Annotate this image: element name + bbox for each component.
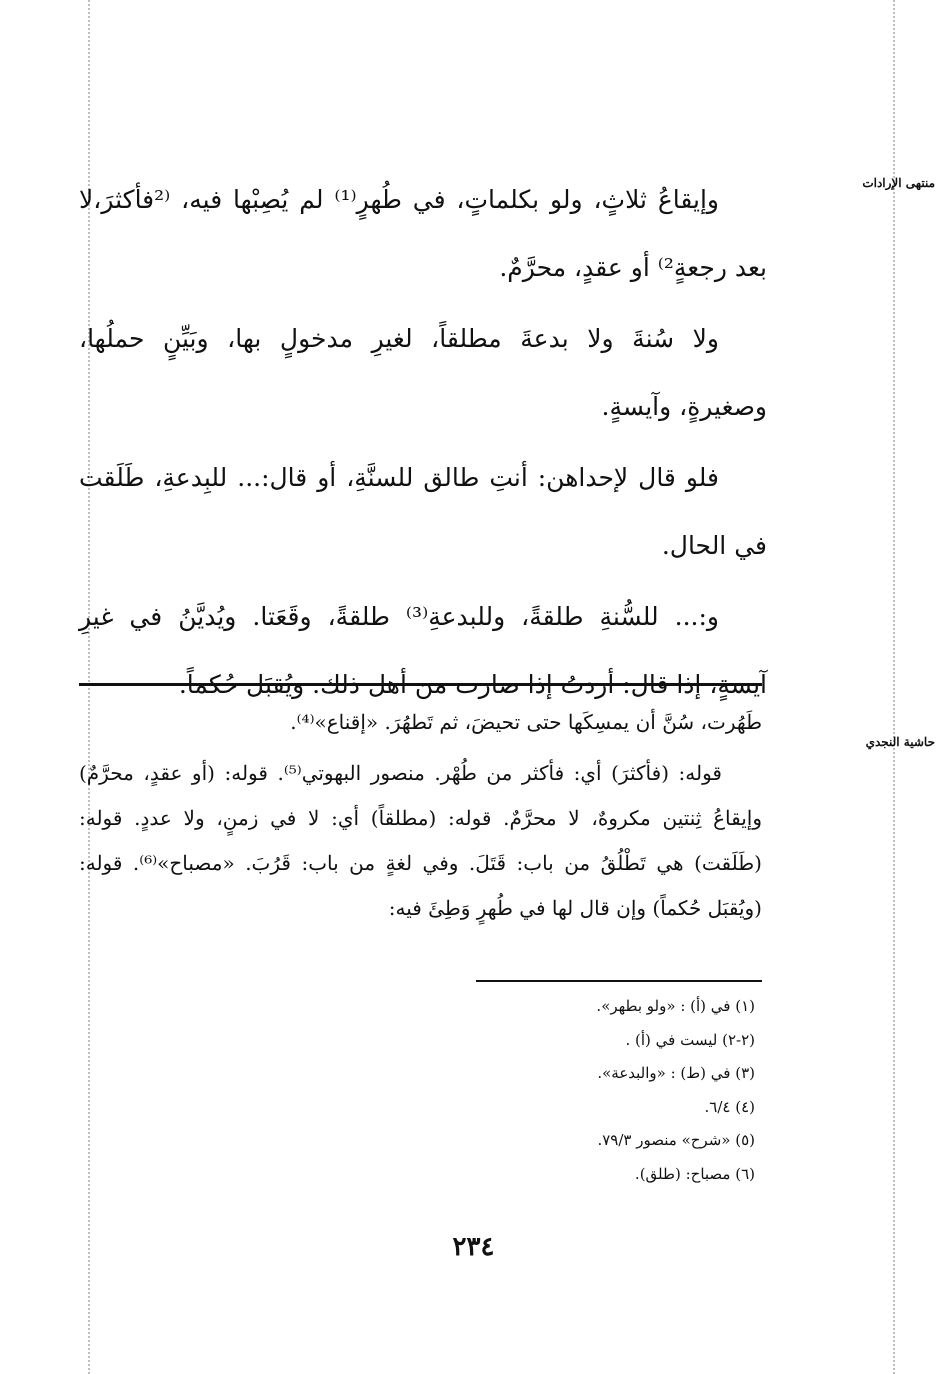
main-paragraph: ولا سُنةَ ولا بدعةَ مطلقاً، لغيرِ مدخولٍ بها، وبَيِّنٍ حملُها، وصغيرةٍ، وآيسةٍ. bbox=[79, 324, 767, 421]
footnote: (٣) في (ط) : «والبدعة». bbox=[597, 1064, 755, 1082]
commentary-text bbox=[79, 700, 762, 937]
scan-edge-right bbox=[893, 0, 895, 1374]
main-paragraph: وإيقاعُ ثلاثٍ، ولو بكلماتٍ، في طُهرٍ⁽¹⁾ لم يُصِبْها فيه، ⁽²فأكثرَ،لا بعد رجعةٍ²⁾ أو عقدٍ، محرَّمٌ. bbox=[79, 185, 767, 282]
footnote: (٥) «شرح» منصور ٧٩/٣. bbox=[597, 1131, 755, 1149]
commentary-paragraph: طَهُرت، سُنَّ أن يمسِكَها حتى تحيضَ، ثم تَطهُرَ. «إقناع»⁽⁴⁾. bbox=[290, 710, 762, 734]
main-paragraph: و:... للسُّنةِ طلقةً، وللبدعةِ⁽³⁾ طلقةً، وقَعَتا. ويُديَّنُ في غيرِ آيسةٍ، إذا قال: أردتُ إذا صارت من أهل ذلك. ويُقبَل حُكماً. bbox=[79, 602, 767, 699]
section-divider bbox=[79, 683, 762, 686]
footnote: (٤) ٦/٤. bbox=[704, 1097, 755, 1116]
footnote: (٢-٢) ليست في (أ) . bbox=[625, 1030, 755, 1049]
footnotes bbox=[255, 990, 755, 1191]
main-text bbox=[79, 166, 767, 722]
margin-label-commentary: حاشية النجدي bbox=[865, 735, 935, 749]
footnote: (١) في (أ) : «ولو بطهر». bbox=[596, 997, 755, 1015]
main-paragraph: فلو قال لإحداهن: أنتِ طالق للسنَّةِ، أو قال:... للبِدعةِ، طَلَقت في الحال. bbox=[79, 463, 767, 560]
page-number: ٢٣٤ bbox=[452, 1232, 495, 1262]
footnote: (٦) مصباح: (طلق). bbox=[634, 1164, 755, 1183]
margin-label-main: منتهى الإرادات bbox=[862, 176, 935, 190]
commentary-paragraph: قوله: (فأكثرَ) أي: فأكثر من طُهْر. منصور البهوتي⁽⁵⁾. قوله: (أو عقدٍ، محرَّمٌ) وإيقاعُ ثِنتين مكروهٌ، لا محرَّمٌ. قوله: (مطلقاً) أي: لا في زمنٍ، ولا عددٍ. قوله: (طَلَقت) هي تَطْلُقُ من باب: قَتَلَ. وفي لغةٍ من باب: قَرُبَ. «مصباح»⁽⁶⁾. قوله: (ويُقبَل حُكماً) وإن قال لها في طُهرٍ وَطِئَ فيه: bbox=[79, 761, 762, 920]
footnote-divider bbox=[476, 980, 762, 982]
